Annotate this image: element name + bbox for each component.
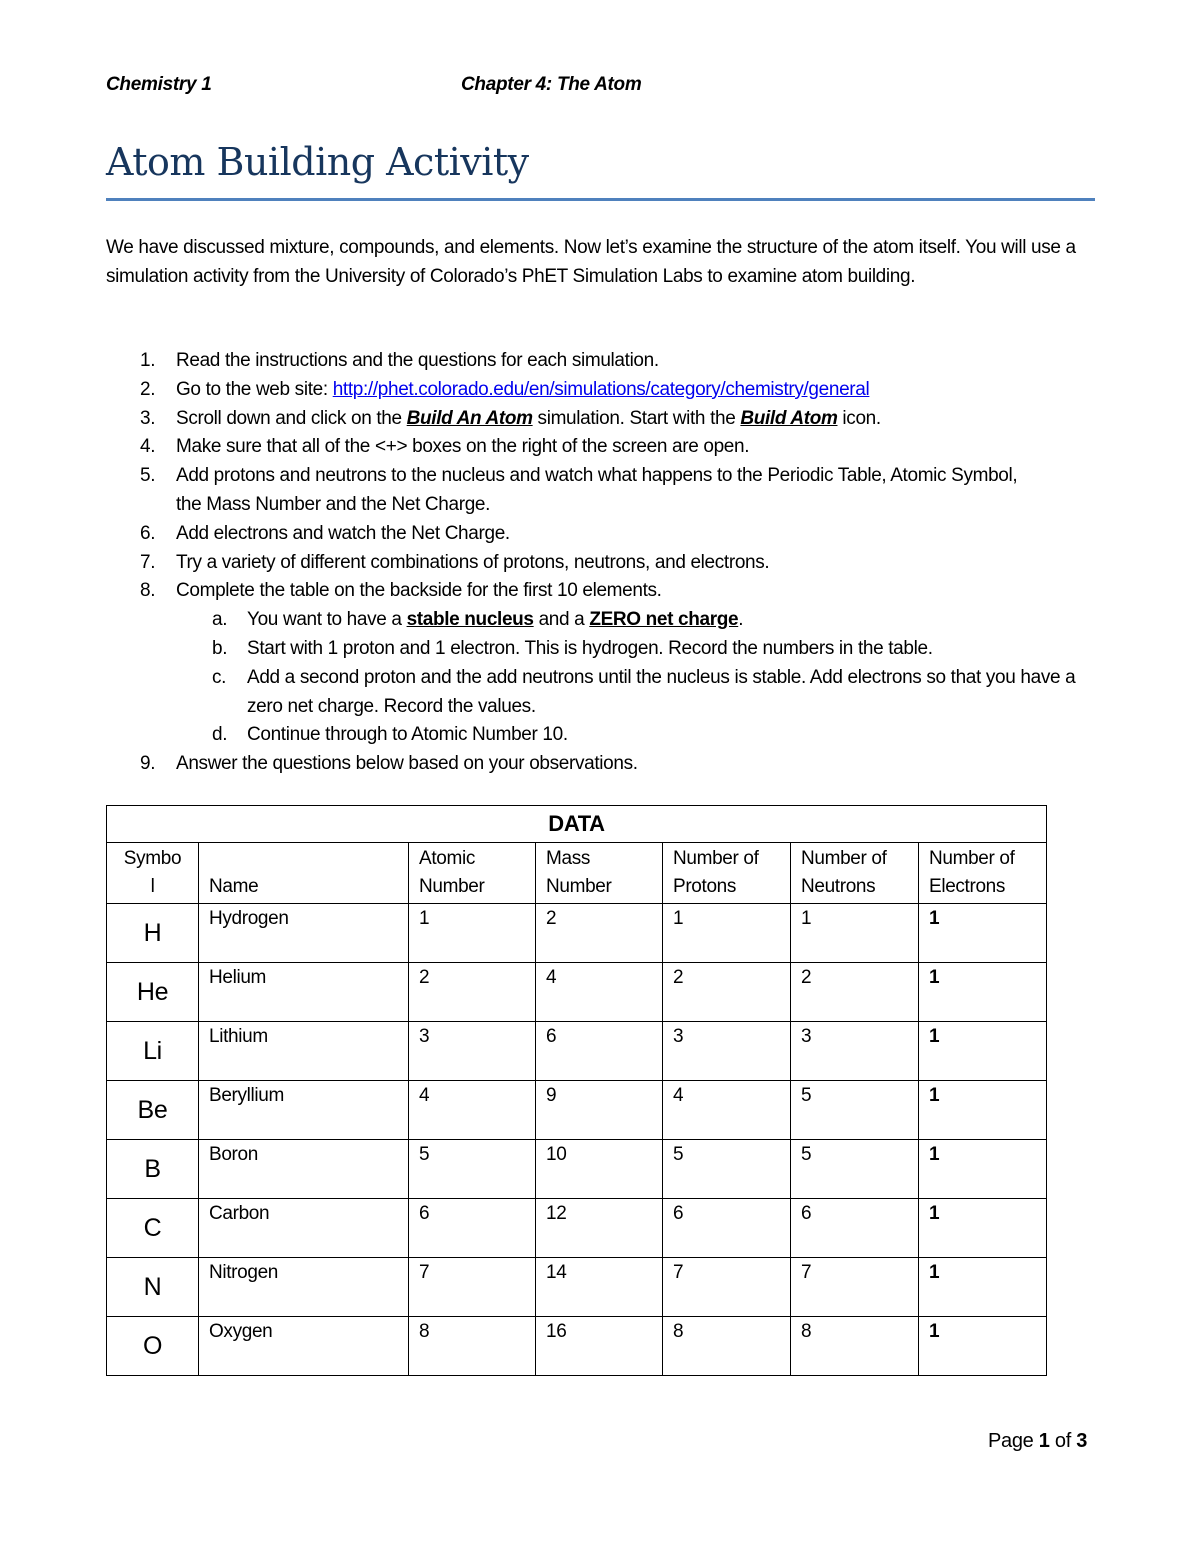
table-row xyxy=(107,1022,1047,1081)
page-label: Page xyxy=(988,1430,1039,1452)
header-line: Neutrons xyxy=(801,876,876,897)
header-line: l xyxy=(150,876,155,897)
step-text: Start with 1 proton and 1 electron. This is hydrogen. Record the numbers in the table. xyxy=(247,637,933,659)
step-text: Add protons and neutrons to the nucleus and watch what happens to the Periodic Table, Atomic Symbol, the Mass Number and the Net Charge. xyxy=(176,465,1018,515)
step-text: Make sure that all of the <+> boxes on the right of the screen are open. xyxy=(176,436,750,458)
table-cell: 1 xyxy=(919,1140,1047,1199)
table-cell: Nitrogen xyxy=(199,1258,409,1317)
symbol-cell: O xyxy=(107,1317,199,1376)
table-cell: 16 xyxy=(536,1317,663,1376)
list-item: b. Start with 1 proton and 1 electron. This is hydrogen. Record the numbers in the table. xyxy=(212,637,933,659)
header-line: Protons xyxy=(673,876,737,897)
table-cell: 5 xyxy=(663,1140,791,1199)
column-header xyxy=(107,843,199,904)
column-header xyxy=(536,843,663,904)
table-cell: 8 xyxy=(663,1317,791,1376)
table-cell: 9 xyxy=(536,1081,663,1140)
symbol-cell: H xyxy=(107,904,199,963)
table-cell: 1 xyxy=(919,1022,1047,1081)
table-row xyxy=(107,1317,1047,1376)
table-cell: 6 xyxy=(536,1022,663,1081)
table-cell: 2 xyxy=(409,963,536,1022)
column-header xyxy=(663,843,791,904)
step-text: Continue through to Atomic Number 10. xyxy=(247,724,568,746)
table-cell: 14 xyxy=(536,1258,663,1317)
table-cell: 7 xyxy=(409,1258,536,1317)
table-cell: 1 xyxy=(919,1258,1047,1317)
table-row xyxy=(107,1199,1047,1258)
of-label: of xyxy=(1049,1430,1077,1452)
step-text: icon. xyxy=(837,407,881,429)
table-cell: 1 xyxy=(919,1199,1047,1258)
symbol-cell: C xyxy=(107,1199,199,1258)
table-cell: 7 xyxy=(663,1258,791,1317)
total-pages: 3 xyxy=(1076,1430,1088,1452)
table-cell: 1 xyxy=(409,904,536,963)
list-item: 9. Answer the questions below based on your observations. xyxy=(140,753,638,775)
header-line: Electrons xyxy=(929,876,1006,897)
symbol-cell: Be xyxy=(107,1081,199,1140)
column-header xyxy=(409,843,536,904)
table-cell: Helium xyxy=(199,963,409,1022)
header-line: Number xyxy=(419,876,485,897)
step-text: Answer the questions below based on your observations. xyxy=(176,753,638,775)
table-cell: Lithium xyxy=(199,1022,409,1081)
step-text: and a xyxy=(533,609,590,631)
table-cell: 1 xyxy=(663,904,791,963)
step-text: simulation. Start with the xyxy=(532,407,741,429)
list-item: c. Add a second proton and the add neutrons until the nucleus is stable. Add electrons so that you have a zero net charge. Record the values. xyxy=(176,664,1096,722)
emphasis: ZERO net charge xyxy=(589,609,739,631)
table-row xyxy=(107,1081,1047,1140)
table-cell: 1 xyxy=(919,904,1047,963)
page-number xyxy=(988,1430,1087,1453)
sub-list xyxy=(176,606,1096,750)
table-cell: 5 xyxy=(409,1140,536,1199)
table-cell: 8 xyxy=(409,1317,536,1376)
table-cell: Oxygen xyxy=(199,1317,409,1376)
symbol-cell: N xyxy=(107,1258,199,1317)
table-cell: 6 xyxy=(791,1199,919,1258)
table-cell: 4 xyxy=(409,1081,536,1140)
table-cell: 1 xyxy=(791,904,919,963)
table-cell: 3 xyxy=(663,1022,791,1081)
table-cell: 8 xyxy=(791,1317,919,1376)
list-item: 1. Read the instructions and the questions for each simulation. xyxy=(140,350,659,371)
table-cell: 6 xyxy=(663,1199,791,1258)
header-line: Mass xyxy=(546,848,590,869)
table-cell: 4 xyxy=(536,963,663,1022)
intro-paragraph: We have discussed mixture, compounds, and elements. Now let’s examine the structure of the atom itself. You will use a simulation activity from the University of Colorado’s PhET Simulation Labs to examine atom building. xyxy=(106,237,1076,287)
table-cell: 12 xyxy=(536,1199,663,1258)
table-cell: Carbon xyxy=(199,1199,409,1258)
table-title: DATA xyxy=(107,806,1047,843)
step-text: . xyxy=(738,609,744,631)
list-item: 3. Scroll down and click on the Build An Atom simulation. Start with the Build Atom icon. xyxy=(140,407,881,429)
table-cell: 1 xyxy=(919,963,1047,1022)
symbol-cell: B xyxy=(107,1140,199,1199)
step-text: Go to the web site: xyxy=(176,378,333,400)
phet-link[interactable]: http://phet.colorado.edu/en/simulations/category/chemistry/general xyxy=(332,378,870,400)
table-cell: 7 xyxy=(791,1258,919,1317)
table-cell: 6 xyxy=(409,1199,536,1258)
step-text: Try a variety of different combinations of protons, neutrons, and electrons. xyxy=(176,551,770,573)
emphasis: Build An Atom xyxy=(406,407,533,429)
instruction-list xyxy=(106,347,1096,779)
table-row xyxy=(107,1258,1047,1317)
table-cell: 5 xyxy=(791,1081,919,1140)
list-item: 2. Go to the web site: http://phet.colorado.edu/en/simulations/category/chemistry/general xyxy=(140,378,870,400)
table-cell: 5 xyxy=(791,1140,919,1199)
emphasis: Build Atom xyxy=(740,407,838,429)
column-header xyxy=(791,843,919,904)
header-line: Number of xyxy=(673,848,759,869)
header-line: Atomic xyxy=(419,848,475,869)
step-text: You want to have a xyxy=(247,609,407,631)
table-cell: 1 xyxy=(919,1317,1047,1376)
data-table xyxy=(106,805,1047,1376)
list-item: a. You want to have a stable nucleus and a ZERO net charge. xyxy=(212,609,744,631)
emphasis: stable nucleus xyxy=(406,609,534,631)
step-text: Read the instructions and the questions for each simulation. xyxy=(176,350,659,371)
table-cell: 4 xyxy=(663,1081,791,1140)
header-course: Chemistry 1 xyxy=(106,74,212,95)
table-cell: Hydrogen xyxy=(199,904,409,963)
header-line: Name xyxy=(209,876,259,897)
column-headers xyxy=(107,843,1047,904)
list-item: 7. Try a variety of different combinations of protons, neutrons, and electrons. xyxy=(140,551,770,573)
table-cell: Boron xyxy=(199,1140,409,1199)
list-item: 6. Add electrons and watch the Net Charge. xyxy=(140,522,510,544)
symbol-cell: Li xyxy=(107,1022,199,1081)
header-line: Number of xyxy=(929,848,1015,869)
table-row xyxy=(107,904,1047,963)
column-header xyxy=(919,843,1047,904)
table-cell: 3 xyxy=(409,1022,536,1081)
table-cell: 3 xyxy=(791,1022,919,1081)
table-cell: 10 xyxy=(536,1140,663,1199)
header-line xyxy=(209,845,398,873)
step-text: Add electrons and watch the Net Charge. xyxy=(176,522,510,544)
table-cell: 2 xyxy=(536,904,663,963)
header-chapter: Chapter 4: The Atom xyxy=(461,74,642,95)
list-item: 5. Add protons and neutrons to the nucleus and watch what happens to the Periodic Table, Atomic Symbol, the Mass Number and the Net Charge. xyxy=(106,462,1096,520)
step-text: Complete the table on the backside for the first 10 elements. xyxy=(176,580,662,602)
list-item: 8. Complete the table on the backside for the first 10 elements. a. You want to have a stable nucleus and a ZERO net charge. b. Start with 1 proton and 1 electron. This is hydrogen. Record the numbers in the table. c. Add a second proton and the add neutrons until the nucleus is stable. Add electrons so that you have a zero net charge. Record the values. d. Continue through to Atomic Number 10. xyxy=(106,577,1096,750)
table-cell: 2 xyxy=(791,963,919,1022)
symbol-cell: He xyxy=(107,963,199,1022)
list-item: 4. Make sure that all of the <+> boxes on the right of the screen are open. xyxy=(140,436,750,458)
table-row xyxy=(107,1140,1047,1199)
header-line: Number of xyxy=(801,848,887,869)
list-item: d. Continue through to Atomic Number 10. xyxy=(212,724,568,746)
column-header xyxy=(199,843,409,904)
page-title: Atom Building Activity xyxy=(106,140,529,184)
table-cell: Beryllium xyxy=(199,1081,409,1140)
table-row xyxy=(107,963,1047,1022)
step-text: Scroll down and click on the xyxy=(176,407,407,429)
table-cell: 2 xyxy=(663,963,791,1022)
table-cell: 1 xyxy=(919,1081,1047,1140)
title-rule xyxy=(106,198,1095,201)
header-line: Number xyxy=(546,876,612,897)
step-text: Add a second proton and the add neutrons until the nucleus is stable. Add electrons so that you have a zero net charge. Record the values. xyxy=(247,666,1076,717)
header-line: Symbo xyxy=(123,848,182,869)
current-page: 1 xyxy=(1038,1430,1050,1452)
